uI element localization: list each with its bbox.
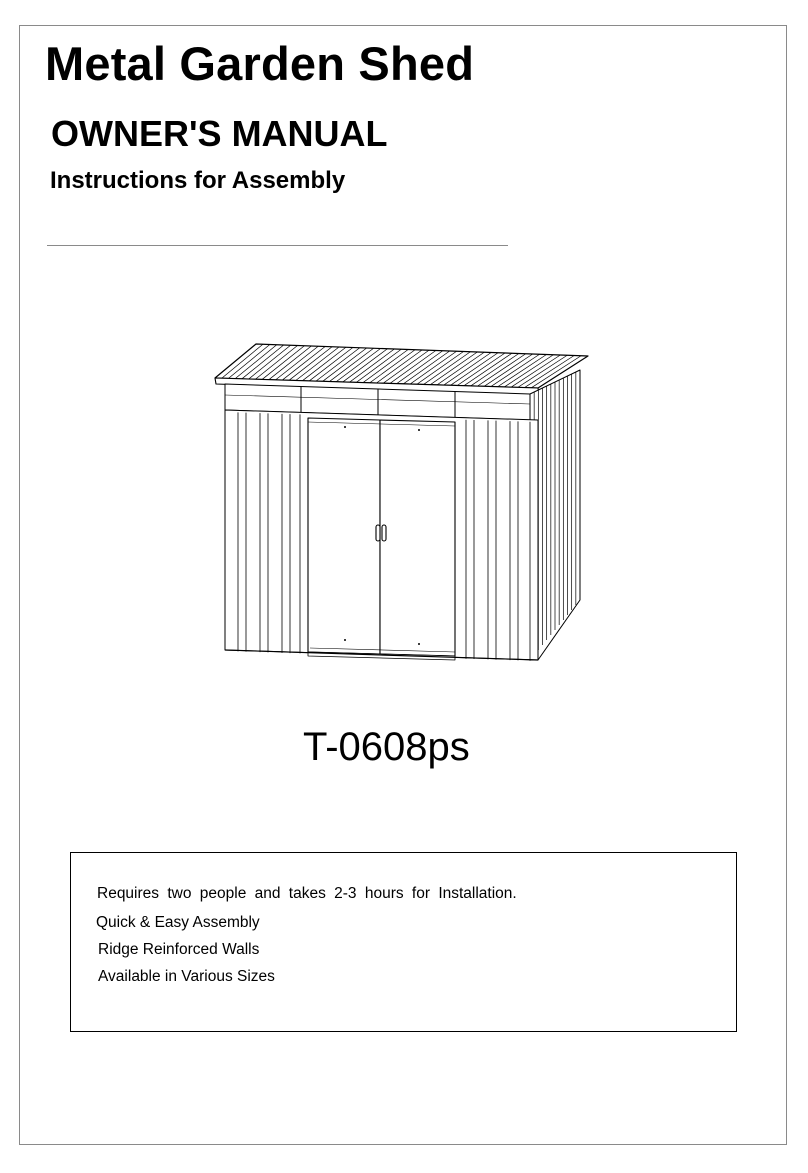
feature-easy-assembly: Quick & Easy Assembly	[96, 914, 260, 931]
shed-left-door	[308, 418, 380, 654]
garden-shed-illustration	[208, 338, 598, 668]
title-divider	[47, 245, 508, 246]
door-handle-right	[382, 525, 386, 541]
shed-right-door	[380, 420, 455, 656]
feature-installation-time: Requires two people and takes 2-3 hours for Installation.	[97, 885, 517, 902]
manual-subtitle: OWNER'S MANUAL	[51, 113, 388, 154]
document-title: Metal Garden Shed	[45, 37, 475, 90]
feature-reinforced-walls: Ridge Reinforced Walls	[98, 941, 260, 958]
model-number: T-0608ps	[303, 725, 470, 769]
features-box	[70, 852, 737, 1032]
feature-various-sizes: Available in Various Sizes	[98, 968, 275, 985]
door-handle-left	[376, 525, 380, 541]
assembly-tagline: Instructions for Assembly	[50, 167, 346, 194]
